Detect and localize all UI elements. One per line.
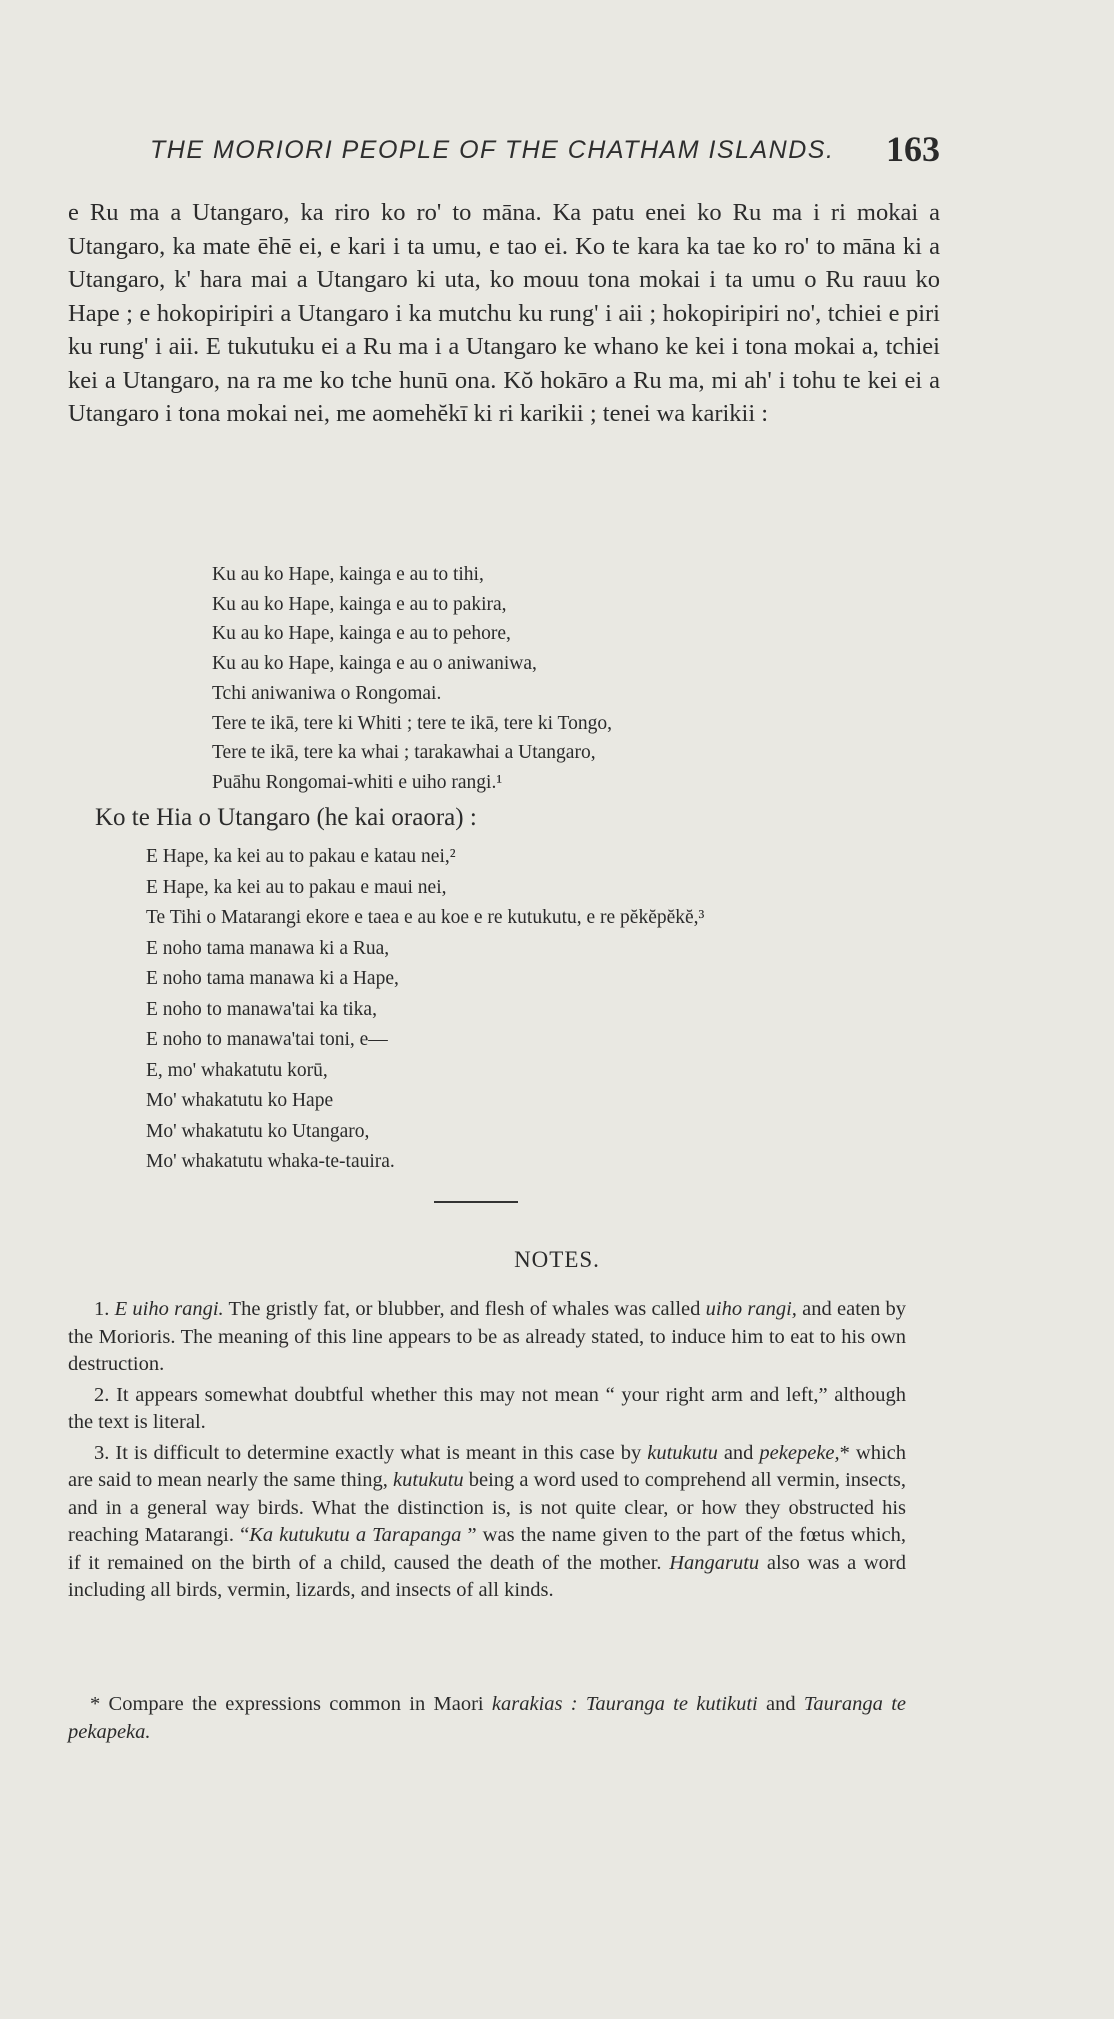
note-text: also was a word including all birds, vermin, lizards, and insects of all kinds. <box>68 1551 907 1601</box>
note-text: and eaten by the Morioris. The meaning of this line appears to be as already stated, to induce him to eat to his own destruction. <box>68 1298 906 1375</box>
chant-line: Ku au ko Hape, kainga e au to tihi, <box>212 564 484 585</box>
hia-verse <box>146 842 936 1178</box>
chant-line: Ku au ko Hape, kainga e au to pehore, <box>212 623 511 645</box>
hia-line: E Hape, ka kei au to pakau e katau nei,² <box>146 846 456 867</box>
hia-line: E, mo' whakatutu korū, <box>146 1059 328 1081</box>
footnote-text: and <box>757 1693 804 1715</box>
hia-line: E noho tama manawa ki a Rua, <box>146 937 390 959</box>
note-1 <box>68 1296 906 1379</box>
chant-verse <box>212 560 912 798</box>
chant-line: Puāhu Rongomai-whiti e uiho rangi.¹ <box>212 771 503 793</box>
note-text: and <box>717 1441 760 1464</box>
note-text: 3. It is difficult to determine exactly what is meant in this case by <box>94 1441 648 1464</box>
hia-line: Te Tihi o Matarangi ekore e taea e au koe e re kutukutu, e re pĕkĕpĕkĕ,³ <box>146 907 705 928</box>
footnote-term: karakias : Tauranga te kutikuti <box>491 1693 758 1715</box>
chant-line: Tchi aniwaniwa o Rongomai. <box>212 682 442 704</box>
hia-line: E Hape, ka kei au to pakau e maui nei, <box>146 876 447 898</box>
note-text: being a word used to comprehend all vermin, insects, and in a general way birds. What the distinction is, is not quite clear, or how they obstructed his reaching Matarangi. “ <box>68 1469 906 1546</box>
hia-line: Mo' whakatutu ko Utangaro, <box>146 1120 370 1142</box>
note-3 <box>68 1440 906 1605</box>
hia-heading: Ko te Hia o Utangaro (he kai oraora) : <box>95 804 477 831</box>
page-header <box>150 128 940 178</box>
page-number: 163 <box>886 129 940 169</box>
hia-line: E noho to manawa'tai ka tika, <box>146 998 377 1020</box>
footnote-text: * Compare the expressions common in Maori <box>90 1693 492 1715</box>
footnote <box>68 1691 906 1746</box>
hia-line: Mo' whakatutu ko Hape <box>146 1090 334 1111</box>
note-term: pekepeke, <box>759 1441 840 1464</box>
chant-line: Tere te ikā, tere ki Whiti ; tere te ikā, tere ki Tongo, <box>212 712 612 734</box>
notes-section <box>68 1296 906 1608</box>
note-number: 1. <box>94 1298 110 1320</box>
note-term: Hangarutu <box>669 1551 760 1574</box>
chant-line: Ku au ko Hape, kainga e au o aniwaniwa, <box>212 653 537 675</box>
running-title: THE MORIORI PEOPLE OF THE CHATHAM ISLANDS. <box>150 136 835 164</box>
hia-line: E noho tama manawa ki a Hape, <box>146 968 399 989</box>
note-term: kutukutu <box>393 1469 464 1491</box>
chant-line: Tere te ikā, tere ka whai ; tarakawhai a Utangaro, <box>212 742 596 764</box>
note-term: uiho rangi, <box>705 1298 797 1320</box>
hia-line: Mo' whakatutu whaka-te-tauira. <box>146 1151 395 1172</box>
note-2: 2. It appears somewhat doubtful whether this may not mean “ your right arm and left,” although the text is literal. <box>68 1383 906 1433</box>
chant-line: Ku au ko Hape, kainga e au to pakira, <box>212 593 507 615</box>
paragraph-text: e Ru ma a Utangaro, ka riro ko ro' to māna. Ka patu enei ko Ru ma i ri mokai a Utangaro, ka mate ēhē ei, e kari i ta umu, e tao ei. Ko te kara ka tae ko ro' to māna ki a Utangaro, k' hara mai a Utangaro ki uta, ko mouu tona mokai i ta umu o Ru rauu ko Hape ; e hokopiripiri a Utangaro i ka mutchu ku rung' i aii ; hokopiripiri no', tchiei e piri ku rung' i aii. E tukutuku ei a Ru ma i a Utangaro ke whano ke kei i tona mokai a, tchiei kei a Utangaro, na ra me ko tche hunū ona. Kŏ hokāro a Ru ma, mi ah' i tohu te kei ei a Utangaro i tona mokai nei, me aomehĕkī ki ri karikii ; tenei wa karikii : <box>68 199 940 427</box>
hia-line: E noho to manawa'tai toni, e— <box>146 1029 388 1050</box>
footnote-term: Tauranga te pekapeka. <box>68 1693 906 1743</box>
note-text: * which are said to mean nearly the same thing, <box>68 1441 906 1491</box>
notes-heading: NOTES. <box>514 1247 600 1272</box>
note-term: Ka kutukutu a Tarapanga <box>249 1524 462 1546</box>
note-term: kutukutu <box>647 1441 718 1464</box>
section-divider <box>434 1201 518 1203</box>
note-text: ” was the name given to the part of the fœtus which, if it remained on the birth of a child, caused the death of the mother. <box>68 1524 906 1574</box>
note-text: The gristly fat, or blubber, and flesh of whales was called <box>223 1298 706 1320</box>
body-paragraph <box>68 196 940 431</box>
note-term: E uiho rangi. <box>114 1298 224 1320</box>
